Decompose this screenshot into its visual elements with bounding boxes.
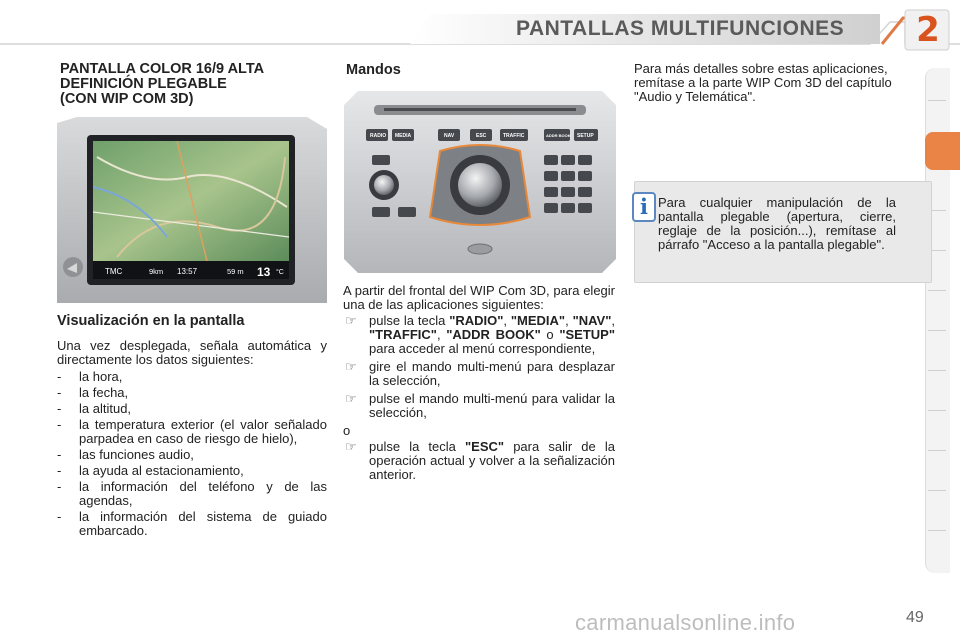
setup-key: SETUP <box>577 133 594 139</box>
info-icon: i <box>632 192 656 222</box>
clock-readout: 13:57 <box>177 267 198 276</box>
tab-divider <box>928 290 946 291</box>
list-item: - la temperatura exterior (el valor señalado parpadea en caso de riesgo de hielo), <box>57 417 327 446</box>
tab-divider <box>928 450 946 451</box>
list-item: - las funciones audio, <box>57 447 194 462</box>
display-intro: Una vez desplegada, señala automática y directamente los datos siguientes: <box>57 338 327 367</box>
tab-divider <box>928 100 946 101</box>
info-text: Para cualquier manipulación de la pantalla plegable (apertura, cierre, reglaje de la posición...), remítase al párrafo "Acceso a la pantalla plegable". <box>658 195 896 252</box>
tab-divider <box>928 370 946 371</box>
list-item: - la fecha, <box>57 385 129 400</box>
list-item: - la información del teléfono y de las agendas, <box>57 479 327 508</box>
multi-menu-knob <box>458 163 502 207</box>
pointing-hand-icon: ☞ <box>345 359 357 374</box>
list-item: ☞ pulse el mando multi-menú para validar la selección, <box>345 391 615 420</box>
addr-book-key: ADDR BOOK <box>546 133 571 138</box>
list-item: - la información del sistema de guiado embarcado. <box>57 509 327 538</box>
heading-line: (CON WIP COM 3D) <box>60 91 194 107</box>
list-item: - la altitud, <box>57 401 132 416</box>
tab-divider <box>928 410 946 411</box>
distance-readout: 9km <box>149 267 164 276</box>
pointing-hand-icon: ☞ <box>345 313 357 328</box>
controls-steps <box>343 314 615 420</box>
page-number: 49 <box>906 609 924 626</box>
nav-key: NAV <box>444 133 455 139</box>
altitude-readout: 59 m <box>227 267 244 276</box>
control-panel-photo <box>344 91 616 273</box>
esc-key: ESC <box>476 133 487 139</box>
subheading-display-info: Visualización en la pantalla <box>57 313 245 329</box>
list-item: ☞ pulse la tecla "ESC" para salir de la operación actual y volver a la señalización anterior. <box>345 439 615 482</box>
controls-intro: A partir del frontal del WIP Com 3D, para elegir una de las aplicaciones siguientes: <box>343 283 615 312</box>
or-separator: o <box>343 423 351 438</box>
display-items-list <box>57 370 327 540</box>
tmc-label: TMC <box>105 267 123 276</box>
temperature-unit: °C <box>276 269 284 276</box>
list-item: ☞ gire el mando multi-menú para desplazar la selección, <box>345 359 615 388</box>
controls-description <box>343 284 615 486</box>
heading-line: DEFINICIÓN PLEGABLE <box>60 76 227 92</box>
volume-knob <box>374 175 394 195</box>
list-item: - la ayuda al estacionamiento, <box>57 463 244 478</box>
temperature-readout: 13 <box>257 265 271 279</box>
traffic-key: TRAFFIC <box>503 133 525 139</box>
pointing-hand-icon: ☞ <box>345 391 357 406</box>
page-title: PANTALLAS MULTIFUNCIONES <box>516 17 845 40</box>
controls-steps-esc <box>343 440 615 482</box>
section-heading-controls: Mandos <box>346 62 401 78</box>
tab-divider <box>928 490 946 491</box>
reference-note: Para más detalles sobre estas aplicaciones, remítase a la parte WIP Com 3D del capítulo "Audio y Telemática". <box>634 61 892 104</box>
tab-divider <box>928 330 946 331</box>
heading-line: PANTALLA COLOR 16/9 ALTA <box>60 61 265 77</box>
media-key: MEDIA <box>395 133 412 139</box>
chapter-tab-active[interactable] <box>925 132 960 170</box>
chapter-number: 2 <box>916 10 940 50</box>
section-heading-display <box>60 62 320 107</box>
watermark: carmanualsonline.info <box>575 610 796 635</box>
list-item: - la hora, <box>57 369 123 384</box>
list-item: ☞ pulse la tecla "RADIO", "MEDIA", "NAV", "TRAFFIC", "ADDR BOOK" o "SETUP" para acceder al menú correspondiente, <box>345 313 615 356</box>
pointing-hand-icon: ☞ <box>345 439 357 454</box>
tab-divider <box>928 530 946 531</box>
radio-key: RADIO <box>370 133 387 139</box>
display-screen-photo <box>57 117 327 303</box>
